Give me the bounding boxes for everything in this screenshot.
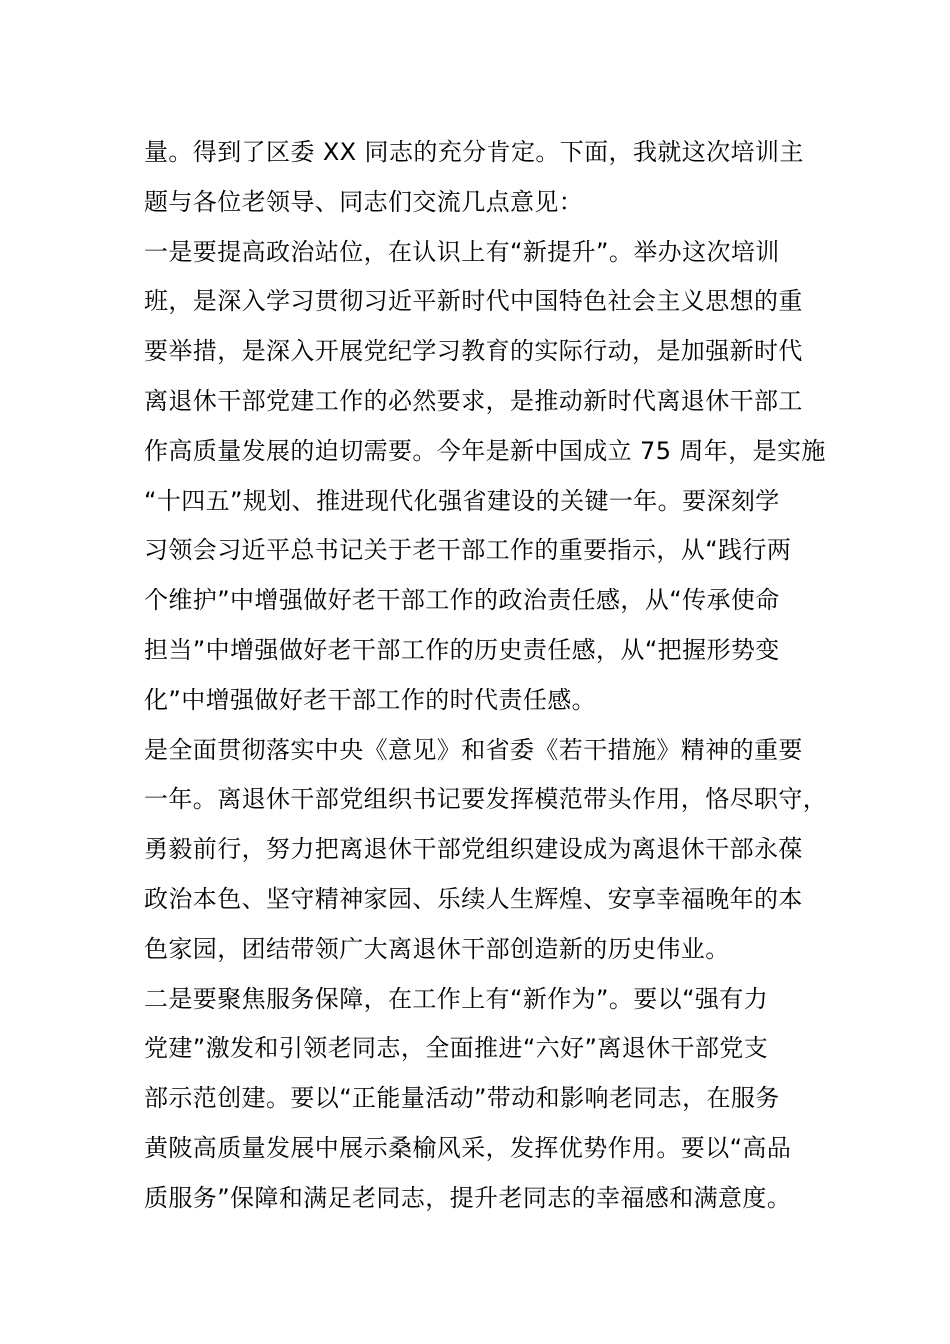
text-line: 色家园，团结带领广大离退休干部创造新的历史伟业。: [144, 934, 730, 963]
text-line: 部示范创建。要以“正能量活动”带动和影响老同志，在服务: [144, 1084, 780, 1113]
text-line: 要举措，是深入开展党纪学习教育的实际行动，是加强新时代: [144, 337, 803, 366]
text-line: 党建”激发和引领老同志，全面推进“六好”离退休干部党支: [144, 1034, 769, 1063]
text-line: 作高质量发展的迫切需要。今年是新中国成立 75 周年，是实施: [144, 436, 826, 465]
text-line: 量。得到了区委 XX 同志的充分肯定。下面，我就这次培训主: [144, 138, 804, 166]
text-line: 习领会习近平总书记关于老干部工作的重要指示，从“践行两: [144, 536, 792, 565]
text-line: 题与各位老领导、同志们交流几点意见：: [144, 187, 584, 216]
text-line: 黄陂高质量发展中展示桑榆风采，发挥优势作用。要以“高品: [144, 1133, 792, 1162]
text-line: 一年。离退休干部党组织书记要发挥模范带头作用，恪尽职守，: [144, 785, 828, 814]
text-line: 二是要聚焦服务保障，在工作上有“新作为”。要以“强有力: [144, 984, 769, 1013]
text-line: “十四五”规划、推进现代化强省建设的关键一年。要深刻学: [144, 486, 780, 515]
text-line: 班，是深入学习贯彻习近平新时代中国特色社会主义思想的重: [144, 287, 803, 316]
text-line: 个维护”中增强做好老干部工作的政治责任感，从“传承使命: [144, 586, 780, 615]
document-body: [144, 128, 828, 1224]
text-line: 是全面贯彻落实中央《意见》和省委《若干措施》精神的重要: [144, 735, 803, 764]
text-line: 政治本色、坚守精神家园、乐续人生辉煌、安享幸福晚年的本: [144, 884, 803, 913]
text-line: 担当”中增强做好老干部工作的历史责任感，从“把握形势变: [144, 635, 780, 664]
text-line: 化”中增强做好老干部工作的时代责任感。: [144, 685, 597, 714]
text-line: 一是要提高政治站位，在认识上有“新提升”。举办这次培训: [144, 237, 780, 266]
text-line: 勇毅前行，努力把离退休干部党组织建设成为离退休干部永葆: [144, 835, 803, 864]
text-line: 离退休干部党建工作的必然要求，是推动新时代离退休干部工: [144, 386, 803, 415]
text-line: 质服务”保障和满足老同志，提升老同志的幸福感和满意度。: [144, 1183, 792, 1212]
